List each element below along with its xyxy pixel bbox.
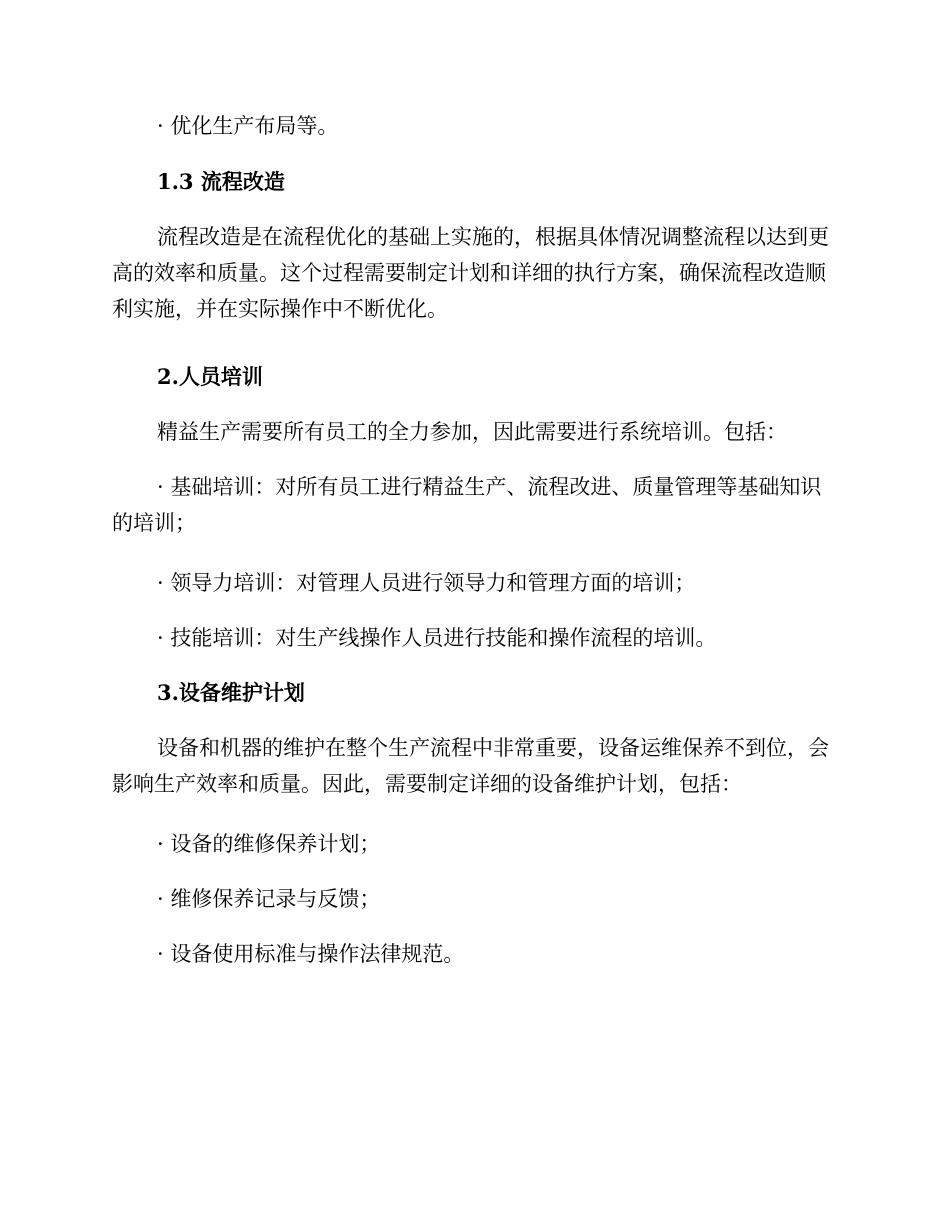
bullet-item: · 基础培训：对所有员工进行精益生产、流程改进、质量管理等基础知识的培训； [112,475,822,535]
section-heading: 2.人员培训 [157,364,263,389]
bullet-item: · 设备使用标准与操作法律规范。 [157,942,465,966]
bullet-item: · 设备的维修保养计划； [157,832,381,856]
bullet-item: · 优化生产布局等。 [157,114,339,138]
body-paragraph: 精益生产需要所有员工的全力参加，因此需要进行系统培训。包括： [157,420,787,444]
body-paragraph: 设备和机器的维护在整个生产流程中非常重要，设备运维保养不到位，会影响生产效率和质量。因此，需要制定详细的设备维护计划，包括： [112,736,829,796]
body-paragraph: 流程改造是在流程优化的基础上实施的，根据具体情况调整流程以达到更高的效率和质量。这个过程需要制定计划和详细的执行方案，确保流程改造顺利实施，并在实际操作中不断优化。 [112,225,829,321]
section-heading: 1.3 流程改造 [157,169,285,194]
bullet-item: · 技能培训：对生产线操作人员进行技能和操作流程的培训。 [157,626,717,650]
bullet-item: · 领导力培训：对管理人员进行领导力和管理方面的培训； [157,571,696,595]
section-heading: 3.设备维护计划 [157,680,305,705]
bullet-item: · 维修保养记录与反馈； [157,887,381,911]
